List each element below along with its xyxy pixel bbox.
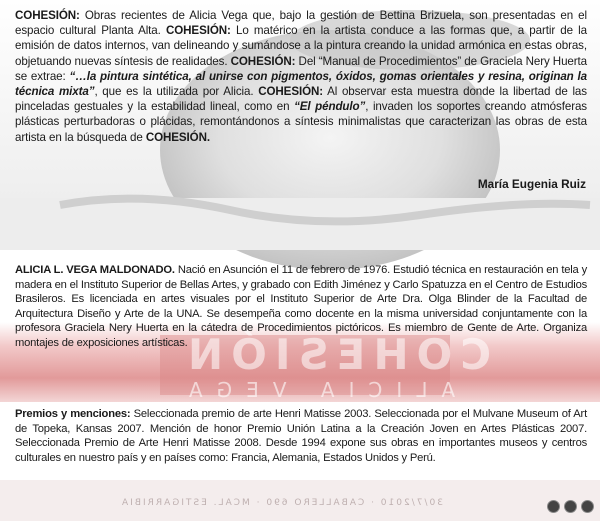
emphasis-text: COHESIÓN: [230, 54, 296, 68]
cohesion-paragraph [15, 8, 587, 145]
emphasis-text: “…la pintura sintética, al unirse con pigmentos, óxidos, gomas orientales y resina, originan la técnica mixta” [15, 69, 587, 99]
emphasis-text: ALICIA L. VEGA MALDONADO. [15, 264, 175, 276]
body-text: Nació en Asunción el 11 de febrero de 1976. Estudió técnica en restauración en tela y madera en el Instituto Superior de Bellas Artes, y grabado con Edith Jiménez y Carlo Spatuzza en el Centro de Estudios Brasileros. Es licenciada en artes visuales por el Instituto Superior de Arte Dra. Olga Blinder de la Facultad de Arquitectura Diseño y Arte de la UNA. Se desempeña como docente en la misma universidad conjuntamente con la profesora Graciela Nery Huerta en la cátedra de Procedimientos pictóricos. Es miembro de Gente de Arte. Organiza montajes de exposiciones artísticas. [15, 264, 587, 349]
watermark-artist-name: ALICIA VEGA [175, 378, 456, 402]
emphasis-text: COHESIÓN: [15, 9, 80, 22]
body-text: Obras recientes de Alicia Vega que, bajo la gestión de Bettina Brizuela, son presentadas en el espacio cultural Planta Alta. [15, 9, 587, 38]
body-text: Lo matérico en la artista conduce a las formas que, a partir de la emisión de datos internos, van delineando y sumándose a la pintura creando la unidad armónica en estas obras, objetuando nuevas síntesis de realidades. [15, 24, 587, 68]
emphasis-text: “El péndulo” [294, 100, 366, 114]
emphasis-text: COHESIÓN: [165, 24, 231, 38]
body-text: Al observar esta muestra donde la libertad de las pinceladas gestuales y la estabilidad lineal, como en [15, 85, 587, 114]
body-text: Del “Manual de Procedimientos” de Graciela Nery Huerta se extrae: [15, 54, 587, 83]
watermark-bottom-text: 30/7/2010 · CABALLERO 690 · MCAL. ESTIGARRIBIA [120, 498, 443, 508]
author-signature: María Eugenia Ruiz [477, 177, 586, 191]
logo-circle-icon [547, 500, 560, 513]
body-text: Seleccionada premio de arte Henri Matisse 2003. Seleccionada por el Mulvane Museum of Art de Topeka, Kansas 2007. Mención de honor Premio Unión Latina a la Creación Joven en Artes Plásticas 2007. Seleccionada Premio de Arte Henri Matisse 2008. Desde 1994 expone sus obras en importantes museos y centros culturales en nuestro país y en países como: Francia, Alemania, Estados Unidos y Perú. [15, 408, 587, 464]
emphasis-text: COHESIÓN. [145, 130, 210, 144]
biography-paragraph [15, 263, 587, 351]
body-text: , que es la utilizada por Alicia. [94, 85, 259, 99]
emphasis-text: Premios y menciones: [15, 408, 131, 420]
logo-circle-icon [581, 500, 594, 513]
body-text: , invaden los soportes creando atmósferas plásticas perturbadoras o plácidas, remontándonos a síntesis minimalistas que caracterizan las obras de esta artista en la búsqueda de [15, 100, 587, 144]
emphasis-text: COHESIÓN: [258, 85, 324, 99]
footer-logos [547, 500, 594, 513]
awards-paragraph [15, 407, 587, 465]
logo-circle-icon [564, 500, 577, 513]
watermark-title: COHESIÓN [180, 330, 492, 379]
